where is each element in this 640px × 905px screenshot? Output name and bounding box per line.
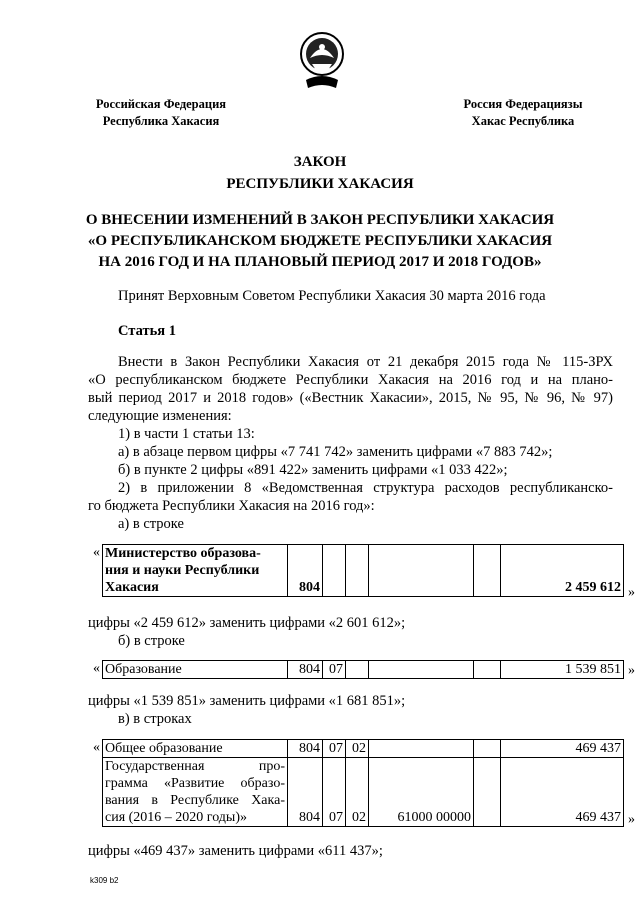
body-line: Внести в Закон Республики Хакасия от 21 декабря 2015 года № 115-ЗРХ bbox=[118, 354, 613, 370]
table-row bbox=[103, 740, 624, 758]
body-line: 1) в части 1 статьи 13: bbox=[118, 426, 255, 442]
quote-open: « bbox=[93, 545, 100, 560]
body-line: цифры «2 459 612» заменить цифрами «2 601 612»; bbox=[88, 615, 406, 631]
header-right-line1: Россия Федерациязы bbox=[463, 97, 583, 111]
cell-subsection bbox=[346, 545, 369, 597]
cell-target bbox=[369, 661, 474, 679]
cell-code: 804 bbox=[288, 545, 323, 597]
cell-target bbox=[369, 740, 474, 758]
body-line: в) в строках bbox=[118, 711, 192, 727]
cell-subsection bbox=[346, 661, 369, 679]
body-line: б) в пункте 2 цифры «891 422» заменить цифрами «1 033 422»; bbox=[118, 462, 508, 478]
body-line: цифры «469 437» заменить цифрами «611 437»; bbox=[88, 843, 383, 859]
header-right bbox=[444, 96, 602, 130]
footer-code: k309 b2 bbox=[90, 876, 119, 885]
budget-table-education bbox=[102, 660, 624, 679]
cell-type bbox=[474, 758, 501, 827]
table-row bbox=[103, 545, 624, 597]
cell-amount: 469 437 bbox=[501, 758, 624, 827]
cell-amount: 469 437 bbox=[501, 740, 624, 758]
cell-name: Образование bbox=[103, 661, 288, 679]
quote-close: » bbox=[628, 663, 635, 678]
quote-close: » bbox=[628, 585, 635, 600]
body-line: цифры «1 539 851» заменить цифрами «1 681 851»; bbox=[88, 693, 406, 709]
quote-open: « bbox=[93, 740, 100, 755]
body-line: б) в строке bbox=[118, 633, 185, 649]
cell-section bbox=[323, 545, 346, 597]
body-line: следующие изменения: bbox=[88, 408, 232, 424]
cell-name bbox=[103, 758, 288, 827]
law-title-republic: РЕСПУБЛИКИ ХАКАСИЯ bbox=[226, 176, 414, 192]
cell-amount: 1 539 851 bbox=[501, 661, 624, 679]
budget-table-general-education bbox=[102, 739, 624, 827]
cell-name bbox=[103, 545, 288, 597]
name-line: Хакасия bbox=[105, 580, 159, 595]
law-title: ЗАКОН bbox=[293, 154, 347, 170]
name-line: ния и науки Республики bbox=[105, 563, 260, 578]
coat-of-arms-emblem bbox=[298, 30, 346, 94]
cell-code: 804 bbox=[288, 661, 323, 679]
header-left bbox=[82, 96, 240, 130]
cell-section: 07 bbox=[323, 740, 346, 758]
cell-target bbox=[369, 545, 474, 597]
cell-subsection: 02 bbox=[346, 758, 369, 827]
body-line: 2) в приложении 8 «Ведомственная структура расходов республиканско- bbox=[118, 480, 613, 496]
name-line: сия (2016 – 2020 годы)» bbox=[105, 810, 247, 825]
cell-target: 61000 00000 bbox=[369, 758, 474, 827]
body-line: а) в абзаце первом цифры «7 741 742» заменить цифрами «7 883 742»; bbox=[118, 444, 553, 460]
cell-type bbox=[474, 661, 501, 679]
quote-close: » bbox=[628, 812, 635, 827]
budget-table-ministry bbox=[102, 544, 624, 597]
cell-code: 804 bbox=[288, 740, 323, 758]
cell-type bbox=[474, 740, 501, 758]
cell-code: 804 bbox=[288, 758, 323, 827]
header-right-line2: Хакас Республика bbox=[471, 114, 575, 128]
body-line: вый период 2017 и 2018 годов» («Вестник Хакасии», 2015, № 95, № 96, № 97) bbox=[88, 390, 613, 406]
name-line: Министерство образова- bbox=[105, 546, 261, 561]
article-heading: Статья 1 bbox=[118, 323, 176, 339]
cell-section: 07 bbox=[323, 661, 346, 679]
name-line: Государственная про- bbox=[105, 759, 285, 774]
cell-type bbox=[474, 545, 501, 597]
adoption-date: Принят Верховным Советом Республики Хакасия 30 марта 2016 года bbox=[118, 288, 546, 304]
name-line: грамма «Развитие образо- bbox=[105, 776, 285, 791]
subtitle-line3: НА 2016 ГОД И НА ПЛАНОВЫЙ ПЕРИОД 2017 И 2018 ГОДОВ» bbox=[98, 254, 542, 270]
body-line: «О республиканском бюджете Республики Хакасия на 2016 год и на плано- bbox=[88, 372, 613, 388]
cell-subsection: 02 bbox=[346, 740, 369, 758]
subtitle-line2: «О РЕСПУБЛИКАНСКОМ БЮДЖЕТЕ РЕСПУБЛИКИ ХАКАСИЯ bbox=[87, 233, 553, 249]
table-row bbox=[103, 758, 624, 827]
name-line: вания в Республике Хака- bbox=[105, 793, 285, 808]
cell-amount: 2 459 612 bbox=[501, 545, 624, 597]
header-left-line2: Республика Хакасия bbox=[102, 114, 220, 128]
table-row bbox=[103, 661, 624, 679]
cell-name: Общее образование bbox=[103, 740, 288, 758]
subtitle-line1: О ВНЕСЕНИИ ИЗМЕНЕНИЙ В ЗАКОН РЕСПУБЛИКИ ХАКАСИЯ bbox=[85, 212, 555, 228]
header-left-line1: Российская Федерация bbox=[95, 97, 227, 111]
body-line: а) в строке bbox=[118, 516, 184, 532]
quote-open: « bbox=[93, 661, 100, 676]
body-line: го бюджета Республики Хакасия на 2016 год»: bbox=[88, 498, 375, 514]
cell-section: 07 bbox=[323, 758, 346, 827]
